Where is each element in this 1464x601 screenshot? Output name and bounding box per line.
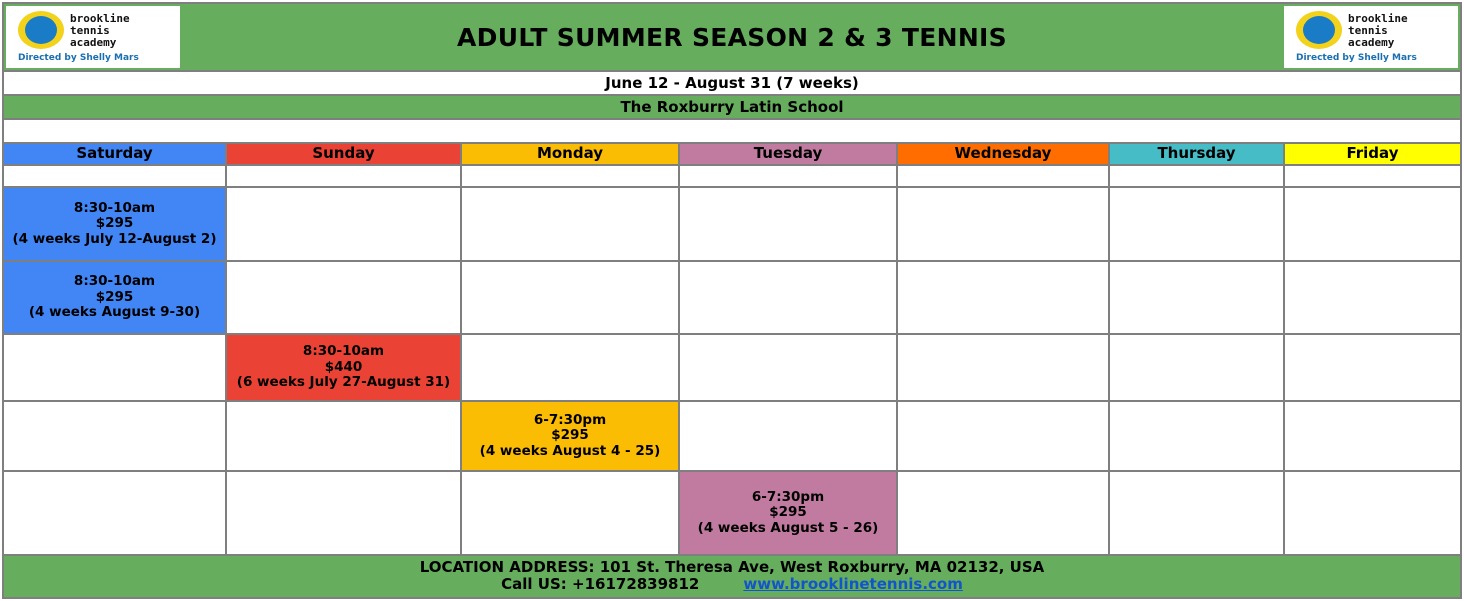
day-header-friday: Friday bbox=[1284, 144, 1460, 165]
location-address: LOCATION ADDRESS: 101 St. Theresa Ave, West Roxburry, MA 02132, USA bbox=[419, 558, 1045, 576]
tennis-ball-icon bbox=[1296, 11, 1342, 49]
session-cell: 8:30-10am $295 (4 weeks July 12-August 2) bbox=[4, 187, 226, 261]
schedule-row bbox=[4, 187, 1460, 261]
day-header-thursday: Thursday bbox=[1109, 144, 1284, 165]
phone-number: Call US: +16172839812 bbox=[501, 575, 700, 593]
schedule-sheet bbox=[2, 2, 1462, 599]
logo-right bbox=[1284, 6, 1458, 68]
contact-line bbox=[4, 576, 1460, 593]
logo-tagline: Directed by Shelly Mars bbox=[1296, 53, 1417, 63]
schedule-row bbox=[4, 401, 1460, 472]
day-header-row bbox=[4, 144, 1460, 165]
spacer-row bbox=[4, 120, 1460, 144]
schedule-grid bbox=[4, 144, 1460, 554]
day-header-tuesday: Tuesday bbox=[679, 144, 897, 165]
blank-row bbox=[4, 165, 1460, 187]
venue-name: The Roxburry Latin School bbox=[4, 96, 1460, 120]
footer-band bbox=[4, 554, 1460, 597]
day-header-monday: Monday bbox=[461, 144, 679, 165]
session-cell: 6-7:30pm $295 (4 weeks August 5 - 26) bbox=[679, 471, 897, 554]
logo-tagline: Directed by Shelly Mars bbox=[18, 53, 139, 63]
day-header-sunday: Sunday bbox=[226, 144, 461, 165]
schedule-row bbox=[4, 471, 1460, 554]
day-header-saturday: Saturday bbox=[4, 144, 226, 165]
season-dates: June 12 - August 31 (7 weeks) bbox=[4, 72, 1460, 96]
schedule-row bbox=[4, 334, 1460, 400]
session-cell: 8:30-10am $440 (6 weeks July 27-August 31) bbox=[226, 334, 461, 400]
header-band bbox=[4, 4, 1460, 72]
website-link[interactable]: www.brooklinetennis.com bbox=[743, 575, 963, 593]
logo-wordmark: brookline tennis academy bbox=[1348, 12, 1408, 49]
session-cell: 8:30-10am $295 (4 weeks August 9-30) bbox=[4, 261, 226, 335]
page-title: ADULT SUMMER SEASON 2 & 3 TENNIS bbox=[457, 23, 1007, 52]
session-cell: 6-7:30pm $295 (4 weeks August 4 - 25) bbox=[461, 401, 679, 472]
day-header-wednesday: Wednesday bbox=[897, 144, 1109, 165]
schedule-row bbox=[4, 261, 1460, 335]
logo-wordmark: brookline tennis academy bbox=[70, 12, 130, 49]
